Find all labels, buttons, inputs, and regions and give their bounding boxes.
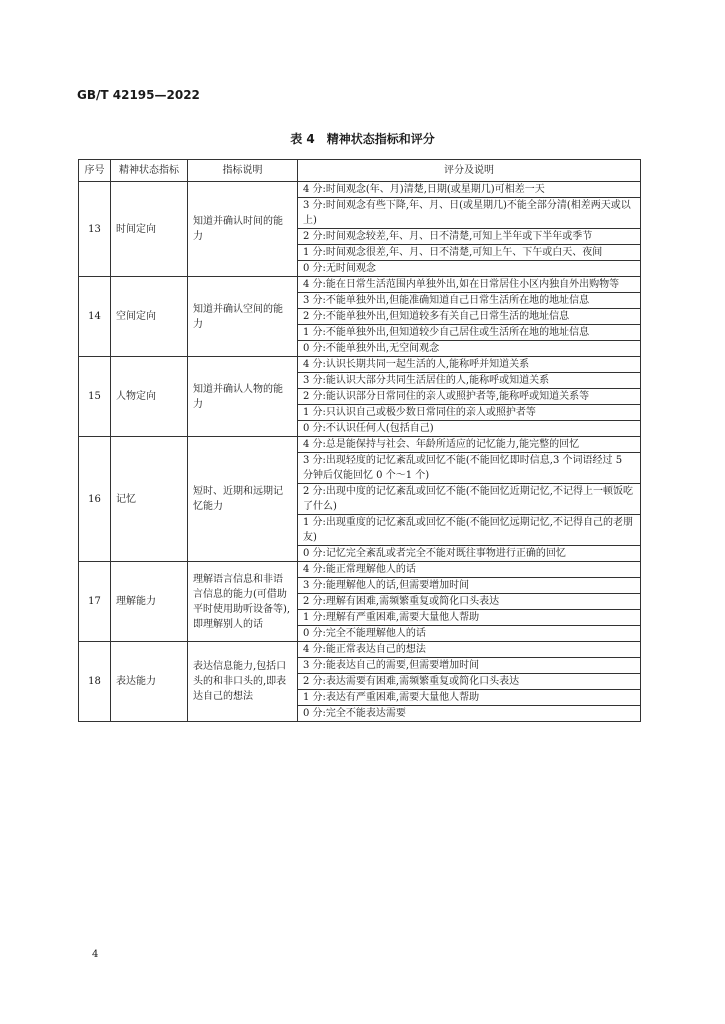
score-item: 4 分:时间观念(年、月)清楚,日期(或星期几)可相差一天 <box>298 182 641 198</box>
score-item: 4 分:总是能保持与社会、年龄所适应的记忆能力,能完整的回忆 <box>298 437 641 453</box>
score-item: 0 分:完全不能理解他人的话 <box>298 626 641 642</box>
row-number: 15 <box>79 357 111 437</box>
table-title: 表 4 精神状态指标和评分 <box>290 132 435 146</box>
table-row <box>79 182 641 198</box>
score-item: 1 分:表达有严重困难,需要大量他人帮助 <box>298 690 641 706</box>
row-number: 17 <box>79 562 111 642</box>
score-item: 4 分:能正常表达自己的想法 <box>298 642 641 658</box>
indicator-name: 人物定向 <box>111 357 188 437</box>
col-header-no: 序号 <box>79 160 111 182</box>
score-item: 0 分:无时间观念 <box>298 261 641 277</box>
row-number: 14 <box>79 277 111 357</box>
mental-status-table <box>78 159 641 722</box>
indicator-description: 知道并确认人物的能力 <box>188 357 298 437</box>
row-number: 16 <box>79 437 111 562</box>
score-item: 0 分:不认识任何人(包括自己) <box>298 421 641 437</box>
col-header-scores: 评分及说明 <box>298 160 641 182</box>
score-item: 2 分:能认识部分日常同住的亲人或照护者等,能称呼或知道关系等 <box>298 389 641 405</box>
score-item: 1 分:只认识自己或极少数日常同住的亲人或照护者等 <box>298 405 641 421</box>
score-item: 0 分:记忆完全紊乱或者完全不能对既往事物进行正确的回忆 <box>298 546 641 562</box>
score-item: 2 分:理解有困难,需频繁重复或简化口头表达 <box>298 594 641 610</box>
table-row <box>79 437 641 453</box>
col-header-indicator: 精神状态指标 <box>111 160 188 182</box>
table-row <box>79 562 641 578</box>
score-item: 0 分:不能单独外出,无空间观念 <box>298 341 641 357</box>
indicator-name: 时间定向 <box>111 182 188 277</box>
score-item: 3 分:不能单独外出,但能准确知道自己日常生活所在地的地址信息 <box>298 293 641 309</box>
score-item: 4 分:能正常理解他人的话 <box>298 562 641 578</box>
score-item: 1 分:出现重度的记忆紊乱或回忆不能(不能回忆远期记忆,不记得自己的老朋友) <box>298 515 641 546</box>
page-number: 4 <box>92 949 99 960</box>
indicator-name: 表达能力 <box>111 642 188 722</box>
indicator-name: 记忆 <box>111 437 188 562</box>
score-item: 1 分:理解有严重困难,需要大量他人帮助 <box>298 610 641 626</box>
score-item: 2 分:时间观念较差,年、月、日不清楚,可知上半年或下半年或季节 <box>298 229 641 245</box>
row-number: 18 <box>79 642 111 722</box>
indicator-description: 表达信息能力,包括口头的和非口头的,即表达自己的想法 <box>188 642 298 722</box>
score-item: 3 分:能认识大部分共同生活居住的人,能称呼或知道关系 <box>298 373 641 389</box>
score-item: 4 分:认识长期共同一起生活的人,能称呼并知道关系 <box>298 357 641 373</box>
score-item: 2 分:不能单独外出,但知道较多有关自己日常生活的地址信息 <box>298 309 641 325</box>
score-item: 2 分:表达需要有困难,需频繁重复或简化口头表达 <box>298 674 641 690</box>
indicator-description: 短时、近期和远期记忆能力 <box>188 437 298 562</box>
score-item: 0 分:完全不能表达需要 <box>298 706 641 722</box>
score-item: 3 分:时间观念有些下降,年、月、日(或星期几)不能全部分清(相差两天或以上) <box>298 198 641 229</box>
indicator-name: 空间定向 <box>111 277 188 357</box>
table-row <box>79 277 641 293</box>
standard-code: GB/T 42195—2022 <box>77 88 200 102</box>
score-item: 3 分:出现轻度的记忆紊乱或回忆不能(不能回忆即时信息,3 个词语经过 5 分钟后仅能回忆 0 个～1 个) <box>298 453 641 484</box>
indicator-description: 知道并确认时间的能力 <box>188 182 298 277</box>
indicator-description: 知道并确认空间的能力 <box>188 277 298 357</box>
table-row <box>79 642 641 658</box>
table-header-row <box>79 160 641 182</box>
score-item: 1 分:时间观念很差,年、月、日不清楚,可知上午、下午或白天、夜间 <box>298 245 641 261</box>
score-item: 1 分:不能单独外出,但知道较少自己居住或生活所在地的地址信息 <box>298 325 641 341</box>
score-item: 4 分:能在日常生活范围内单独外出,如在日常居住小区内独自外出购物等 <box>298 277 641 293</box>
table-row <box>79 357 641 373</box>
indicator-name: 理解能力 <box>111 562 188 642</box>
row-number: 13 <box>79 182 111 277</box>
score-item: 3 分:能理解他人的话,但需要增加时间 <box>298 578 641 594</box>
score-item: 2 分:出现中度的记忆紊乱或回忆不能(不能回忆近期记忆,不记得上一顿饭吃了什么) <box>298 484 641 515</box>
indicator-description: 理解语言信息和非语言信息的能力(可借助平时使用助听设备等),即理解别人的话 <box>188 562 298 642</box>
col-header-description: 指标说明 <box>188 160 298 182</box>
score-item: 3 分:能表达自己的需要,但需要增加时间 <box>298 658 641 674</box>
